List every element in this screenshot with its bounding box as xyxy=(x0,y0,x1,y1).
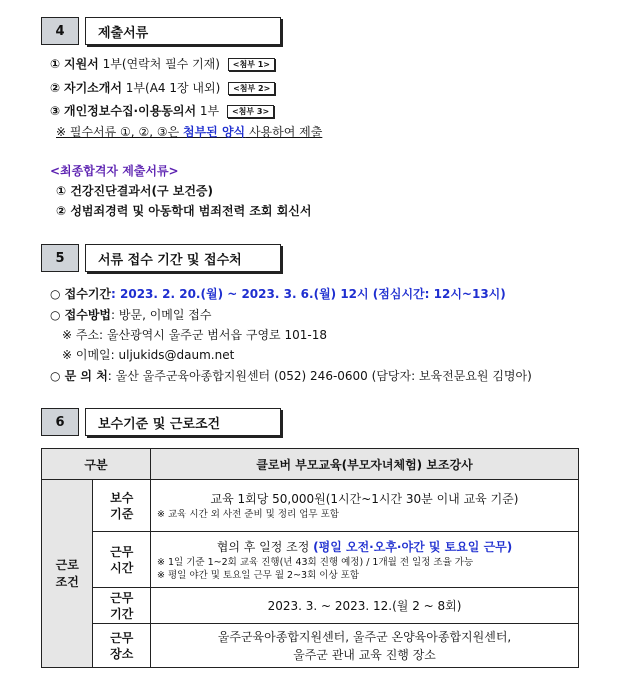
final-doc-item-1: ① 건강진단결과서(구 보건증) xyxy=(56,184,213,198)
period-line xyxy=(50,285,506,302)
required-note xyxy=(56,123,322,140)
table-header-row xyxy=(42,449,579,480)
item-name: 개인정보수집·이용동의서 xyxy=(64,104,197,118)
section-5-header xyxy=(41,244,281,272)
doc-item-1 xyxy=(50,55,275,72)
row-main-text: 울주군육아종합지원센터, 울주군 온양육아종합지원센터, 울주군 관내 교육 진행 장소 xyxy=(151,624,579,668)
table-row xyxy=(42,480,579,532)
header-position: 클로버 부모교육(부모자녀체험) 보조강사 xyxy=(151,449,579,480)
item-name: 자기소개서 xyxy=(64,81,122,95)
section-title: 보수기준 및 근로조건 xyxy=(85,408,281,436)
row-content xyxy=(151,532,579,588)
note-suffix: 사용하여 제출 xyxy=(245,125,323,139)
section-6-header xyxy=(41,408,281,436)
main-text: 협의 후 일정 조정 xyxy=(216,539,314,554)
contact-value: : 울산 울주군육아종합지원센터 (052) 246-0600 (담당자: 보육전문요원 김명아) xyxy=(107,369,532,383)
address-line: ※ 주소: 울산광역시 울주군 범서읍 구영로 101-18 xyxy=(62,328,327,342)
doc-item-2 xyxy=(50,79,275,96)
note-emphasis: 첨부된 양식 xyxy=(183,125,246,139)
email-line: ※ 이메일: uljukids@daum.net xyxy=(62,348,235,362)
item-desc: 1부(연락처 필수 기재) xyxy=(98,57,220,71)
item-name: 지원서 xyxy=(64,57,99,71)
row-main-text: 교육 1회당 50,000원(1시간~1시간 30분 이내 교육 기준) xyxy=(210,492,519,506)
row-note: ※ 교육 시간 외 사전 준비 및 정리 업무 포함 xyxy=(157,509,339,520)
method-line xyxy=(50,306,211,323)
section-number: 5 xyxy=(41,244,79,272)
header-category: 구분 xyxy=(42,449,151,480)
row-label: 근무 장소 xyxy=(93,624,151,668)
item-mark: ① xyxy=(50,57,61,71)
note-prefix: ※ 필수서류 ①, ②, ③은 xyxy=(56,125,183,139)
row-note: ※ 평일 야간 및 토요일 근무 월 2~3회 이상 포함 xyxy=(157,569,360,581)
section-title: 서류 접수 기간 및 접수처 xyxy=(85,244,281,272)
row-note: ※ 1일 기준 1~2회 교육 진행(년 43회 진행 예정) / 1개월 전 일정 조율 가능 xyxy=(157,556,474,568)
period-label: ○ 접수기간 xyxy=(50,287,112,301)
section-4-header xyxy=(41,17,281,45)
item-mark: ③ xyxy=(50,104,61,118)
work-conditions-table xyxy=(41,448,579,668)
final-doc-item-2: ② 성범죄경력 및 아동학대 범죄전력 조회 회신서 xyxy=(56,204,312,218)
table-row xyxy=(42,624,579,668)
doc-item-3 xyxy=(50,102,274,119)
row-main-text xyxy=(151,538,578,556)
final-docs-heading: <최종합격자 제출서류> xyxy=(50,164,179,178)
table-row xyxy=(42,588,579,624)
item-desc: 1부(A4 1장 내외) xyxy=(121,81,221,95)
row-main-text: 2023. 3. ~ 2023. 12.(월 2 ~ 8회) xyxy=(151,588,579,624)
row-label: 보수 기준 xyxy=(93,480,151,532)
row-label: 근무 기간 xyxy=(93,588,151,624)
period-value: : 2023. 2. 20.(월) ~ 2023. 3. 6.(월) 12시 (점심시간: 12시~13시) xyxy=(111,287,506,301)
section-title: 제출서류 xyxy=(85,17,281,45)
attachment-badge: <첨부 2> xyxy=(228,82,275,95)
table-row xyxy=(42,532,579,588)
section-number: 6 xyxy=(41,408,79,436)
attachment-badge: <첨부 3> xyxy=(227,105,274,118)
contact-label: ○ 문 의 처 xyxy=(50,369,108,383)
main-emphasis: (평일 오전·오후·야간 및 토요일 근무) xyxy=(313,539,513,554)
row-label: 근무 시간 xyxy=(93,532,151,588)
section-number: 4 xyxy=(41,17,79,45)
attachment-badge: <첨부 1> xyxy=(228,58,275,71)
item-desc: 1부 xyxy=(196,104,220,118)
group-label: 근로 조건 xyxy=(42,480,93,668)
row-content xyxy=(151,480,579,532)
method-value: : 방문, 이메일 접수 xyxy=(111,308,212,322)
contact-line xyxy=(50,367,532,384)
item-mark: ② xyxy=(50,81,61,95)
method-label: ○ 접수방법 xyxy=(50,308,112,322)
